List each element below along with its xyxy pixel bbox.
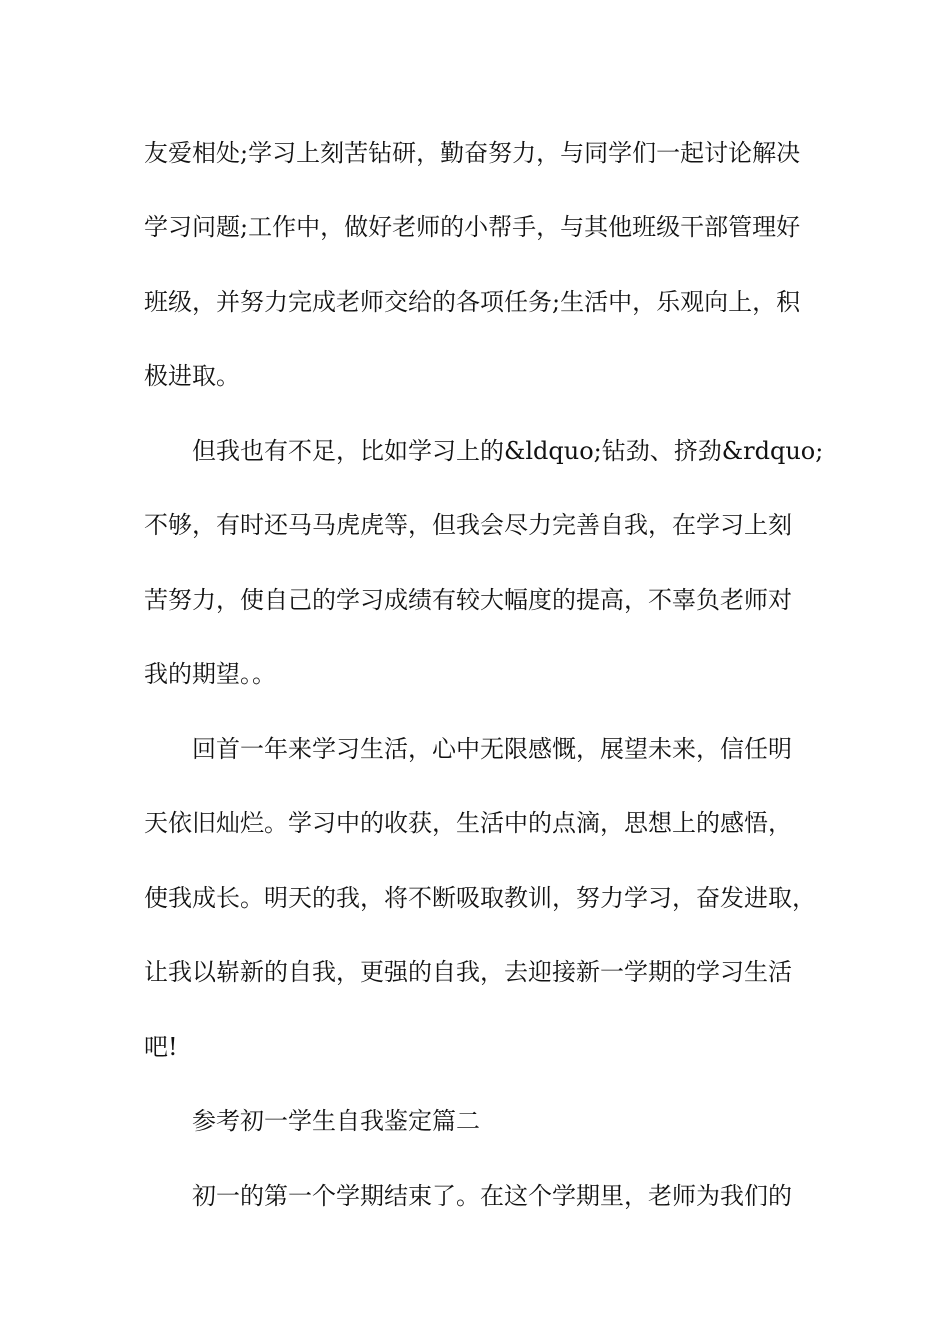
paragraph-line: 极进取。 [144,362,240,390]
paragraph-line: 不够，有时还马马虎虎等，但我会尽力完善自我，在学习上刻 [144,511,792,539]
paragraph-line: 但我也有不足，比如学习上的&ldquo;钻劲、挤劲&rdquo; [192,437,824,465]
paragraph-line: 友爱相处;学习上刻苦钻研，勤奋努力，与同学们一起讨论解决 [144,139,801,167]
paragraph-line: 回首一年来学习生活，心中无限感慨，展望未来，信任明 [192,735,792,763]
paragraph-line: 班级，并努力完成老师交给的各项任务;生活中，乐观向上，积 [144,288,801,316]
paragraph-line: 天依旧灿烂。学习中的收获，生活中的点滴，思想上的感悟， [144,809,792,837]
paragraph-line: 使我成长。明天的我，将不断吸取教训，努力学习，奋发进取， [144,884,816,912]
paragraph-line: 让我以崭新的自我，更强的自我，去迎接新一学期的学习生活 [144,958,792,986]
paragraph-line: 初一的第一个学期结束了。在这个学期里，老师为我们的 [192,1182,792,1210]
paragraph-line: 苦努力，使自己的学习成绩有较大幅度的提高，不辜负老师对 [144,586,792,614]
paragraph-line: 吧! [144,1033,178,1061]
paragraph-line: 我的期望。。 [144,660,276,688]
section-heading: 参考初一学生自我鉴定篇二 [192,1107,480,1135]
paragraph-line: 学习问题;工作中，做好老师的小帮手，与其他班级干部管理好 [144,213,801,241]
